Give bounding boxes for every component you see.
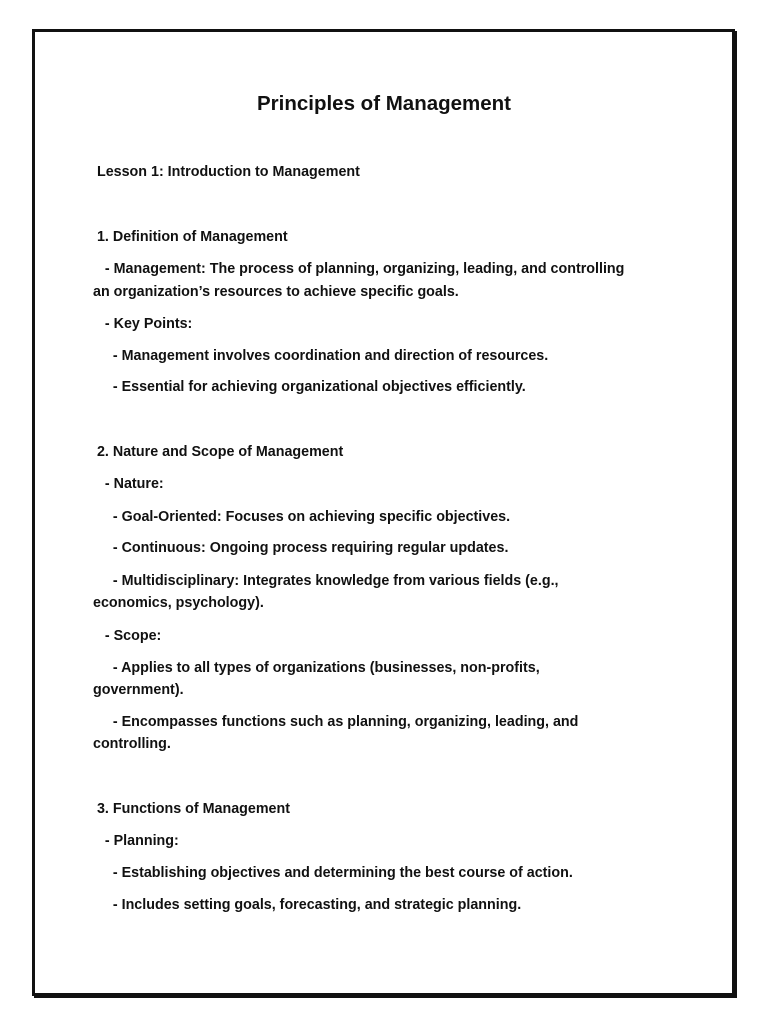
section-heading: 1. Definition of Management (93, 229, 288, 245)
document-title: Principles of Management (256, 92, 512, 115)
body-line: - Management: The process of planning, organizing, leading, and controlling (93, 261, 625, 277)
body-line: - Establishing objectives and determining the best course of action. (93, 865, 573, 881)
body-line: - Encompasses functions such as planning, organizing, leading, and (93, 714, 579, 730)
body-line: economics, psychology). (93, 595, 264, 611)
section-heading: 3. Functions of Management (93, 801, 290, 817)
body-line: - Management involves coordination and direction of resources. (93, 348, 549, 364)
body-line: - Includes setting goals, forecasting, and strategic planning. (93, 897, 522, 913)
body-line: government). (93, 682, 184, 698)
body-line: - Applies to all types of organizations (businesses, non-profits, (93, 660, 540, 676)
body-line: - Goal-Oriented: Focuses on achieving specific objectives. (93, 509, 511, 525)
body-line: controlling. (93, 736, 171, 752)
body-line: - Essential for achieving organizational objectives efficiently. (93, 379, 526, 395)
body-line: - Multidisciplinary: Integrates knowledge from various fields (e.g., (93, 573, 559, 589)
section-heading: 2. Nature and Scope of Management (93, 444, 344, 460)
lesson-heading: Lesson 1: Introduction to Management (93, 164, 360, 180)
body-line: - Planning: (93, 833, 179, 849)
body-line: an organization’s resources to achieve specific goals. (93, 284, 459, 300)
body-line: - Continuous: Ongoing process requiring regular updates. (93, 540, 509, 556)
body-line: - Scope: (93, 628, 162, 644)
body-line: - Key Points: (93, 316, 193, 332)
body-line: - Nature: (93, 476, 164, 492)
